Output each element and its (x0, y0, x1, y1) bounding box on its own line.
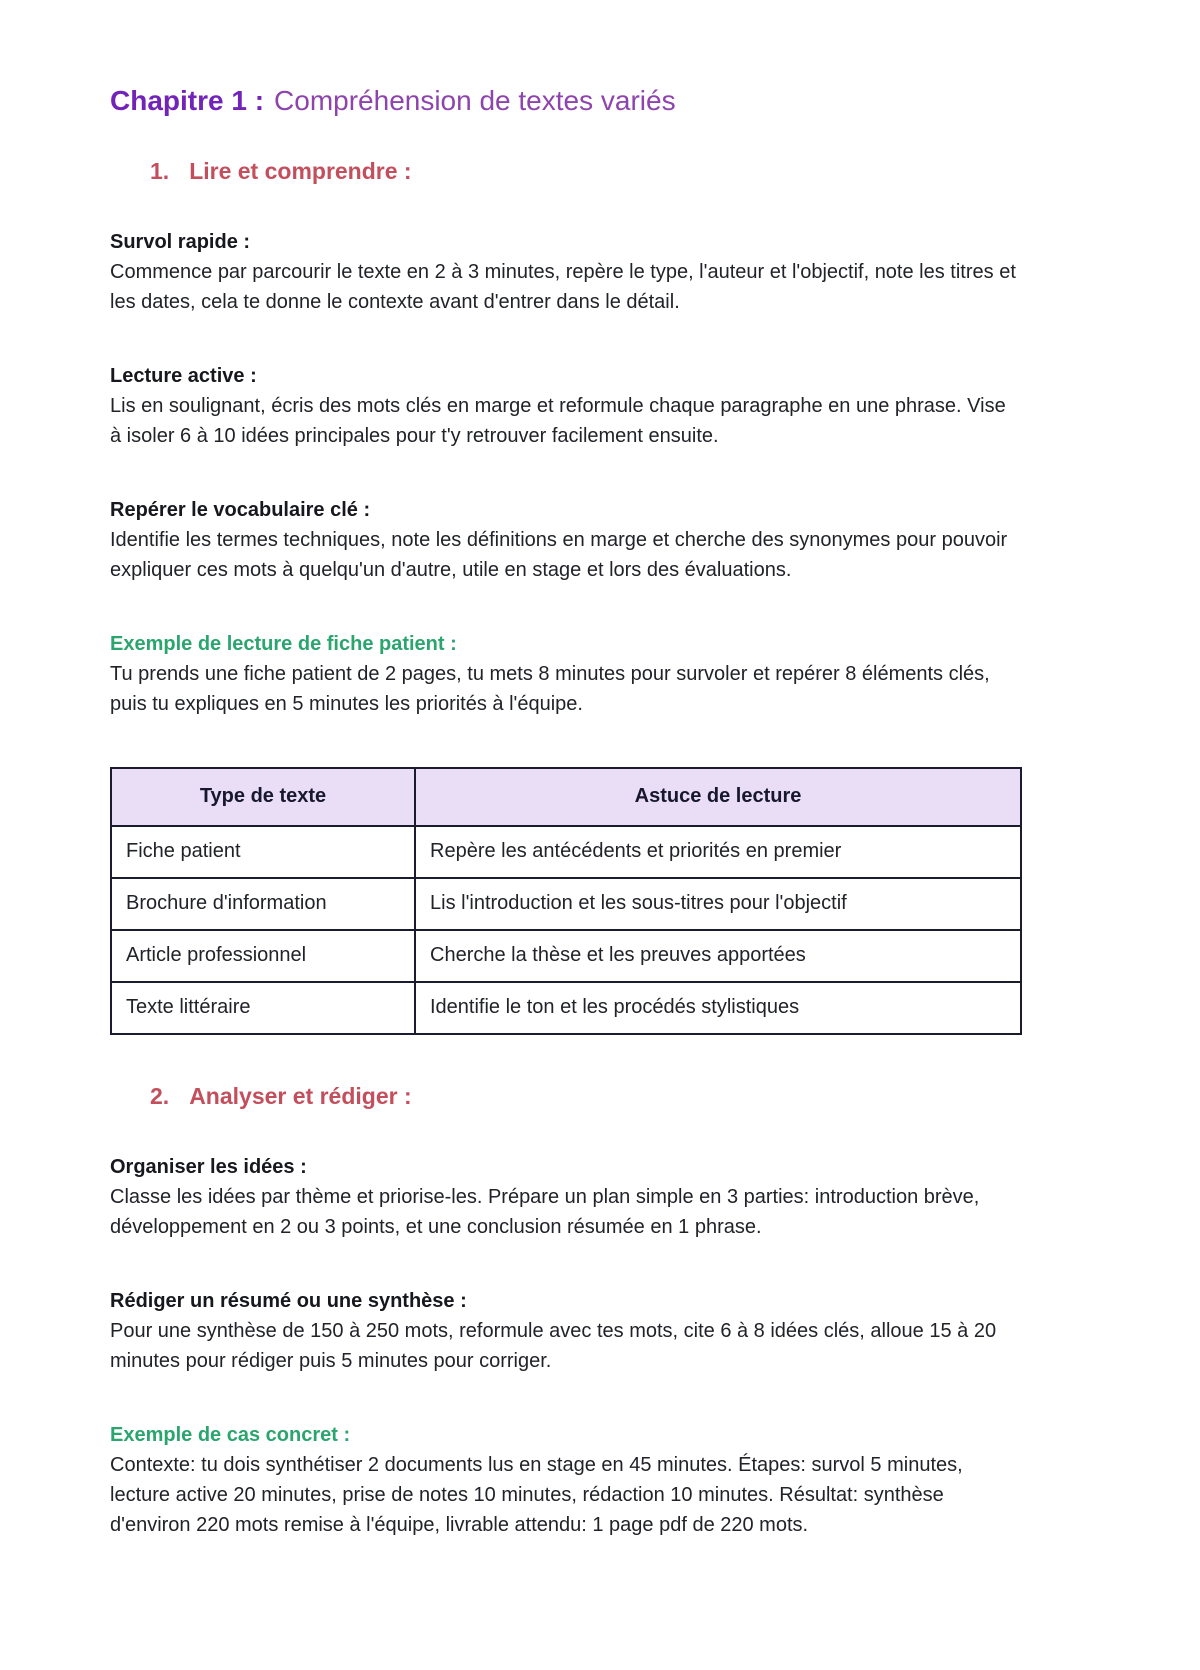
paragraph: Lis en soulignant, écris des mots clés en marge et reformule chaque paragraphe en une phrase. Vise à isoler 6 à 10 idées principales pour t'y retrouver facilement ensuite. (110, 394, 1006, 447)
table-cell: Cherche la thèse et les preuves apportées (415, 930, 1021, 982)
chapter-label: Chapitre 1 : (110, 85, 265, 116)
paragraph: Commence par parcourir le texte en 2 à 3 minutes, repère le type, l'auteur et l'objectif, note les titres et les dates, cela te donne le contexte avant d'entrer dans le détail. (110, 260, 1016, 313)
table-cell: Article professionnel (111, 930, 415, 982)
block-organiser-idees (110, 1152, 1022, 1242)
paragraph: Classe les idées par thème et priorise-les. Prépare un plan simple en 3 parties: introduction brève, développement en 2 ou 3 points, et une conclusion résumée en 1 phrase. (110, 1185, 980, 1238)
document-page (110, 0, 1022, 1540)
table-cell: Texte littéraire (111, 982, 415, 1034)
section-2-heading (150, 1083, 1022, 1110)
section-1-number: 1. (150, 157, 170, 184)
table-row (111, 982, 1021, 1034)
chapter-subtitle: Compréhension de textes variés (274, 85, 676, 116)
section-1-heading (150, 158, 1022, 185)
table-row (111, 878, 1021, 930)
block-rediger-resume (110, 1286, 1022, 1376)
paragraph: Tu prends une fiche patient de 2 pages, tu mets 8 minutes pour survoler et repérer 8 éléments clés, puis tu expliques en 5 minutes les priorités à l'équipe. (110, 662, 990, 715)
table-cell: Identifie le ton et les procédés stylistiques (415, 982, 1021, 1034)
example-heading: Exemple de lecture de fiche patient : (110, 632, 457, 655)
section-2-number: 2. (150, 1082, 170, 1109)
block-exemple-cas-concret (110, 1420, 1022, 1540)
table-cell: Lis l'introduction et les sous-titres pour l'objectif (415, 878, 1021, 930)
table-header-astuce: Astuce de lecture (415, 768, 1021, 826)
paragraph: Identifie les termes techniques, note les définitions en marge et cherche des synonymes pour pouvoir expliquer ces mots à quelqu'un d'autre, utile en stage et lors des évaluations. (110, 528, 1008, 581)
table-cell: Repère les antécédents et priorités en premier (415, 826, 1021, 878)
block-lecture-active (110, 361, 1022, 451)
example-heading: Exemple de cas concret : (110, 1423, 351, 1446)
reading-tips-table (110, 767, 1022, 1035)
subheading: Survol rapide : (110, 230, 251, 253)
subheading: Lecture active : (110, 364, 257, 387)
block-exemple-fiche-patient (110, 629, 1022, 719)
table-row (111, 826, 1021, 878)
paragraph: Pour une synthèse de 150 à 250 mots, reformule avec tes mots, cite 6 à 8 idées clés, alloue 15 à 20 minutes pour rédiger puis 5 minutes pour corriger. (110, 1319, 997, 1372)
subheading: Repérer le vocabulaire clé : (110, 498, 371, 521)
section-1-title: Lire et comprendre : (189, 157, 412, 184)
block-survol-rapide (110, 227, 1022, 317)
subheading: Rédiger un résumé ou une synthèse : (110, 1289, 467, 1312)
section-2-title: Analyser et rédiger : (189, 1082, 412, 1109)
table-cell: Brochure d'information (111, 878, 415, 930)
table-row (111, 930, 1021, 982)
table-header-row (111, 768, 1021, 826)
paragraph: Contexte: tu dois synthétiser 2 documents lus en stage en 45 minutes. Étapes: survol 5 minutes, lecture active 20 minutes, prise de notes 10 minutes, rédaction 10 minutes. Résultat: synthèse d'environ 220 mots remise à l'équipe, livrable attendu: 1 page pdf de 220 mots. (110, 1453, 963, 1536)
block-vocabulaire-cle (110, 495, 1022, 585)
chapter-title (110, 84, 1022, 118)
table-cell: Fiche patient (111, 826, 415, 878)
subheading: Organiser les idées : (110, 1155, 307, 1178)
table-header-type: Type de texte (111, 768, 415, 826)
